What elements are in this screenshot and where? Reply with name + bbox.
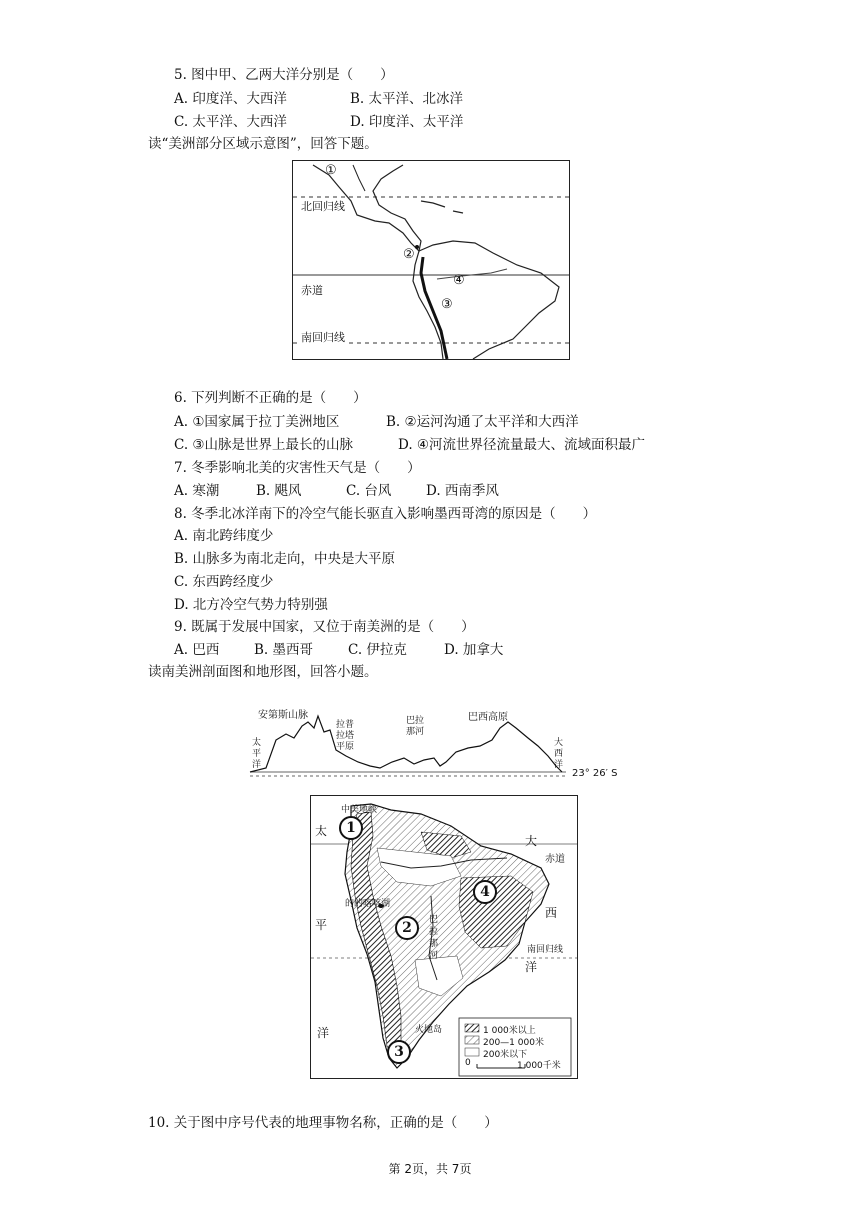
tropic-north-label: 北回归线 bbox=[301, 200, 345, 213]
q6-option-c: C. ③山脉是世界上最长的山脉 bbox=[174, 437, 354, 453]
fire-island-label: 火地岛 bbox=[415, 1025, 443, 1035]
q8-option-a: A. 南北跨纬度少 bbox=[174, 528, 274, 544]
tropic-south-label: 南回归线 bbox=[301, 331, 345, 344]
q5-stem: 5. 图中甲、乙两大洋分别是（ ） bbox=[174, 67, 394, 83]
marker-1: ① bbox=[325, 163, 337, 178]
scale-zero-label: 0 bbox=[465, 1058, 471, 1068]
atlantic-char-1: 大 bbox=[525, 834, 538, 848]
intro-americas-map: 读“美洲部分区域示意图”，回答下题。 bbox=[148, 136, 378, 152]
central-america-label: 中美地峡 bbox=[341, 805, 378, 815]
amazon-river-line bbox=[437, 269, 507, 279]
topo-marker-2: 2 bbox=[395, 916, 419, 940]
q9-option-b: B. 墨西哥 bbox=[254, 642, 314, 658]
andes-label: 安第斯山脉 bbox=[258, 710, 308, 721]
topo-marker-3: 3 bbox=[387, 1040, 411, 1064]
brazil-plateau-label: 巴西高原 bbox=[468, 712, 508, 723]
q5-option-b: B. 太平洋、北冰洋 bbox=[350, 91, 464, 107]
marker-2: ② bbox=[403, 247, 415, 262]
q9-stem: 9. 既属于发展中国家，又位于南美洲的是（ ） bbox=[174, 619, 475, 635]
legend-swatch-low bbox=[465, 1048, 479, 1056]
pacific-label: 太 平 洋 bbox=[252, 738, 262, 770]
topo-marker-1: 1 bbox=[339, 816, 363, 840]
q6-stem: 6. 下列判断不正确的是（ ） bbox=[174, 390, 367, 406]
q8-option-d: D. 北方冷空气势力特别强 bbox=[174, 597, 328, 613]
equator-label: 赤道 bbox=[301, 284, 323, 297]
americas-region-map bbox=[292, 160, 570, 360]
parana-river-label: 巴拉 那河 bbox=[406, 716, 425, 737]
legend-high-label: 1 000米以上 bbox=[483, 1026, 536, 1036]
q7-option-b: B. 飓风 bbox=[256, 483, 302, 499]
atlantic-char-3: 洋 bbox=[525, 960, 538, 974]
cuba-island bbox=[421, 201, 445, 207]
titicaca-label: 的的喀喀湖 bbox=[345, 899, 391, 909]
scale-distance-label: 1 000千米 bbox=[517, 1061, 561, 1071]
topo-tropic-label: 南回归线 bbox=[527, 945, 564, 955]
q7-stem: 7. 冬季影响北美的灾害性天气是（ ） bbox=[174, 460, 421, 476]
south-america-profile bbox=[246, 700, 636, 786]
atlantic-char-2: 西 bbox=[545, 906, 558, 920]
q6-option-a: A. ①国家属于拉丁美洲地区 bbox=[174, 414, 340, 430]
plata-plain-label: 拉普 拉塔 平原 bbox=[336, 720, 355, 752]
q10-stem: 10. 关于图中序号代表的地理事物名称，正确的是（ ） bbox=[148, 1115, 498, 1131]
south-america-topo-map bbox=[310, 795, 578, 1079]
q5-option-a: A. 印度洋、大西洋 bbox=[174, 91, 287, 107]
q8-option-c: C. 东西跨经度少 bbox=[174, 574, 274, 590]
intro-south-america: 读南美洲剖面图和地形图，回答小题。 bbox=[148, 664, 378, 680]
pacific-char-1: 太 bbox=[315, 824, 328, 838]
topo-equator-label: 赤道 bbox=[545, 854, 565, 865]
hispaniola-island bbox=[453, 211, 463, 213]
q9-option-d: D. 加拿大 bbox=[444, 642, 504, 658]
pacific-char-3: 洋 bbox=[317, 1026, 330, 1040]
marker-3: ③ bbox=[441, 297, 453, 312]
legend-swatch-high bbox=[465, 1024, 479, 1032]
marker-4: ④ bbox=[453, 273, 465, 288]
baja-coast bbox=[353, 165, 365, 191]
q8-stem: 8. 冬季北冰洋南下的冷空气能长驱直入影响墨西哥湾的原因是（ ） bbox=[174, 506, 597, 522]
q6-options-row1 bbox=[174, 413, 579, 431]
page-footer: 第 2页，共 7页 bbox=[388, 1162, 472, 1176]
q5-option-c: C. 太平洋、大西洋 bbox=[174, 114, 287, 130]
q5-options-row2 bbox=[174, 113, 463, 131]
panama-canal-dot bbox=[415, 245, 419, 249]
q7-option-d: D. 西南季风 bbox=[426, 483, 499, 499]
topo-marker-4: 4 bbox=[473, 880, 497, 904]
q6-option-b: B. ②运河沟通了太平洋和大西洋 bbox=[386, 414, 579, 430]
q5-option-d: D. 印度洋、太平洋 bbox=[350, 114, 464, 130]
q7-option-a: A. 寒潮 bbox=[174, 483, 220, 499]
q7-options-row bbox=[174, 482, 499, 500]
legend-low-label: 200米以下 bbox=[483, 1050, 528, 1060]
q6-options-row2 bbox=[174, 436, 645, 454]
atlantic-label: 大 西 洋 bbox=[554, 738, 564, 770]
q9-option-a: A. 巴西 bbox=[174, 642, 220, 658]
legend-swatch-mid bbox=[465, 1036, 479, 1044]
q8-option-b: B. 山脉多为南北走向，中央是大平原 bbox=[174, 551, 396, 567]
latitude-label: 23° 26′ S bbox=[572, 768, 618, 779]
parana-river-map-label: 巴 拉 那 河 bbox=[429, 915, 439, 961]
q9-option-c: C. 伊拉克 bbox=[348, 642, 407, 658]
q6-option-d: D. ④河流世界径流量最大、流域面积最广 bbox=[398, 437, 646, 453]
q7-option-c: C. 台风 bbox=[346, 483, 392, 499]
q5-options-row1 bbox=[174, 90, 463, 108]
pacific-char-2: 平 bbox=[315, 918, 328, 932]
legend-mid-label: 200—1 000米 bbox=[483, 1038, 544, 1048]
q9-options-row bbox=[174, 641, 503, 659]
